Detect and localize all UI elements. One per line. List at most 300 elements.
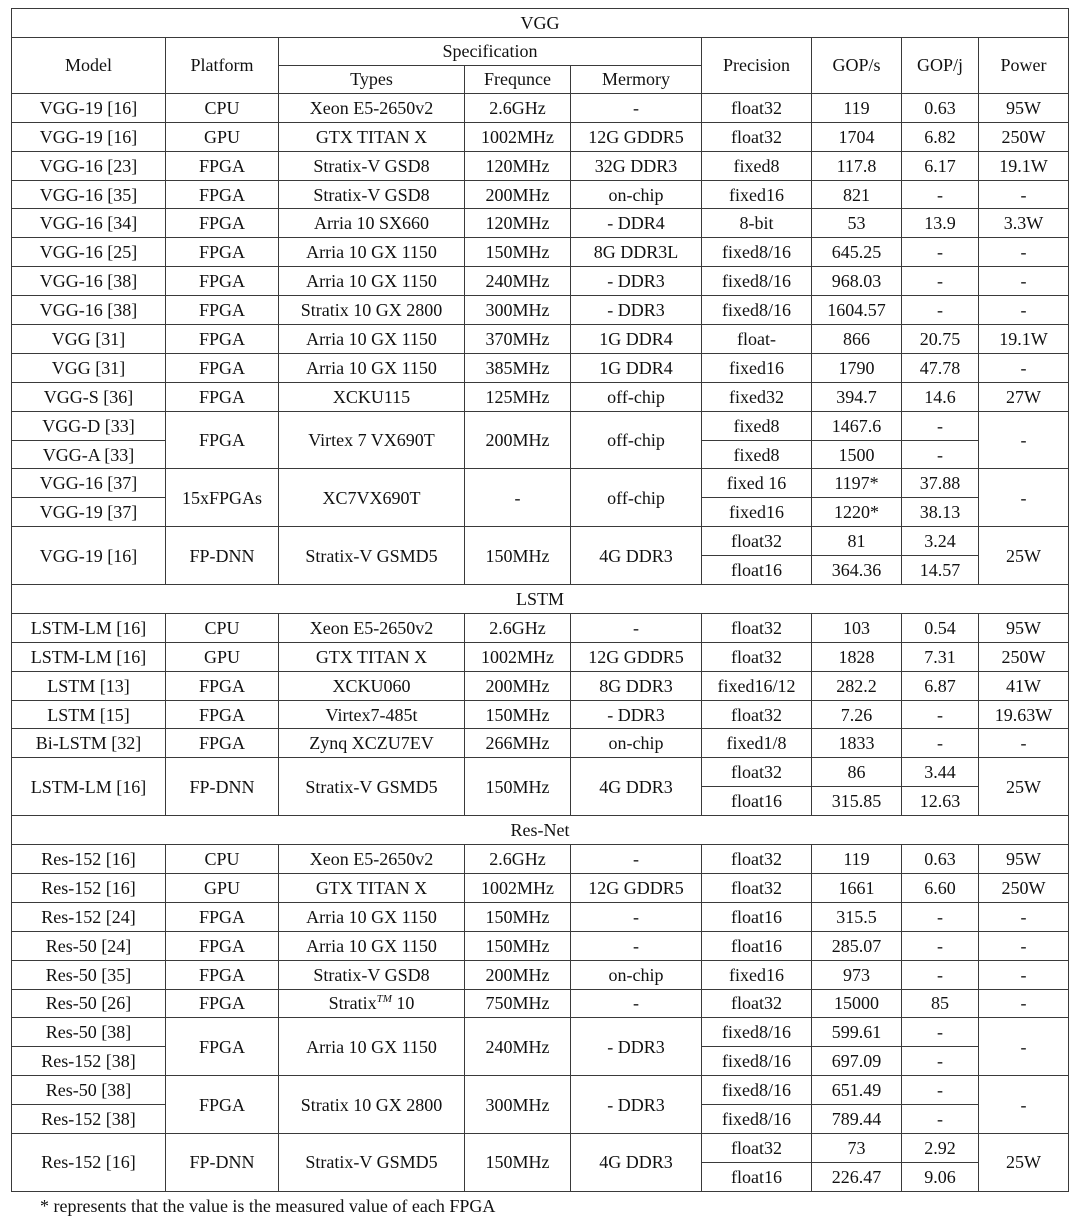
section-title: VGG [12,9,1069,38]
gopj-cell: - [902,1047,979,1076]
type-cell: XCKU115 [279,382,465,411]
precision-cell: 8-bit [702,209,812,238]
table-row [12,845,1069,874]
gopj-cell: 9.06 [902,1162,979,1191]
precision-cell: float32 [702,700,812,729]
gopj-cell: 0.63 [902,845,979,874]
frequency-cell: 200MHz [465,411,571,469]
type-cell: Arria 10 GX 1150 [279,931,465,960]
precision-cell: float32 [702,527,812,556]
gops-cell: 315.5 [812,902,902,931]
type-cell: Xeon E5-2650v2 [279,93,465,122]
model-cell: VGG-16 [38] [12,267,166,296]
gops-cell: 53 [812,209,902,238]
model-cell: LSTM-LM [16] [12,642,166,671]
table-row [12,960,1069,989]
power-cell: 25W [979,1133,1069,1191]
platform-cell: FPGA [166,411,279,469]
table-row [12,180,1069,209]
precision-cell: fixed16 [702,180,812,209]
power-cell: 3.3W [979,209,1069,238]
frequency-cell: 385MHz [465,353,571,382]
precision-cell: fixed8/16 [702,267,812,296]
power-cell: 250W [979,642,1069,671]
platform-cell: FPGA [166,209,279,238]
power-cell: - [979,989,1069,1018]
frequency-cell: 150MHz [465,238,571,267]
frequency-cell: 1002MHz [465,873,571,902]
table-row [12,382,1069,411]
frequency-cell: 150MHz [465,902,571,931]
frequency-cell: 200MHz [465,960,571,989]
gops-cell: 1467.6 [812,411,902,440]
memory-cell: - [571,989,702,1018]
precision-cell: float16 [702,556,812,585]
platform-cell: GPU [166,642,279,671]
header-frequency: Frequnce [465,65,571,93]
platform-cell: CPU [166,845,279,874]
gopj-cell: - [902,1018,979,1047]
gopj-cell: 13.9 [902,209,979,238]
platform-cell: FPGA [166,989,279,1018]
model-cell: LSTM [13] [12,671,166,700]
frequency-cell: 120MHz [465,209,571,238]
frequency-cell: - [465,469,571,527]
type-cell: GTX TITAN X [279,642,465,671]
model-cell: VGG-16 [25] [12,238,166,267]
power-cell: - [979,238,1069,267]
table-row [12,238,1069,267]
model-cell: Res-50 [38] [12,1076,166,1105]
table-row [12,902,1069,931]
type-cell: Stratix-V GSMD5 [279,1133,465,1191]
gops-cell: 1833 [812,729,902,758]
gops-cell: 1790 [812,353,902,382]
model-cell: LSTM-LM [16] [12,613,166,642]
model-cell: VGG-16 [38] [12,296,166,325]
table-row [12,873,1069,902]
gopj-cell: 12.63 [902,787,979,816]
table-row [12,325,1069,354]
frequency-cell: 240MHz [465,267,571,296]
precision-cell: fixed8/16 [702,1018,812,1047]
precision-cell: fixed8/16 [702,1105,812,1134]
platform-cell: FP-DNN [166,1133,279,1191]
gops-cell: 285.07 [812,931,902,960]
table-row [12,353,1069,382]
table-row [12,209,1069,238]
table-row [12,931,1069,960]
gops-cell: 315.85 [812,787,902,816]
memory-cell: off-chip [571,469,702,527]
power-cell: - [979,960,1069,989]
type-cell: GTX TITAN X [279,122,465,151]
platform-cell: FPGA [166,700,279,729]
table-row [12,527,1069,556]
power-cell: 95W [979,93,1069,122]
frequency-cell: 200MHz [465,180,571,209]
platform-cell: FPGA [166,180,279,209]
table-row [12,700,1069,729]
gopj-cell: - [902,700,979,729]
power-cell: 25W [979,527,1069,585]
gops-cell: 7.26 [812,700,902,729]
gopj-cell: - [902,180,979,209]
precision-cell: fixed8 [702,151,812,180]
gops-cell: 1604.57 [812,296,902,325]
model-cell: VGG [31] [12,325,166,354]
power-cell: 41W [979,671,1069,700]
memory-cell: off-chip [571,411,702,469]
platform-cell: 15xFPGAs [166,469,279,527]
precision-cell: fixed 16 [702,469,812,498]
frequency-cell: 150MHz [465,1133,571,1191]
power-cell: 19.63W [979,700,1069,729]
model-cell: Res-50 [38] [12,1018,166,1047]
model-cell: VGG-16 [37] [12,469,166,498]
type-cell: Arria 10 GX 1150 [279,353,465,382]
table-row [12,267,1069,296]
frequency-cell: 2.6GHz [465,613,571,642]
model-cell: Res-50 [26] [12,989,166,1018]
gopj-cell: 6.87 [902,671,979,700]
table-row [12,642,1069,671]
model-cell: VGG-16 [35] [12,180,166,209]
power-cell: - [979,469,1069,527]
precision-cell: float32 [702,122,812,151]
model-cell: Res-152 [38] [12,1105,166,1134]
table-row [12,1076,1069,1105]
memory-cell: - DDR4 [571,209,702,238]
memory-cell: 12G GDDR5 [571,873,702,902]
model-cell: VGG-A [33] [12,440,166,469]
power-cell: 19.1W [979,151,1069,180]
table-row [12,729,1069,758]
power-cell: - [979,353,1069,382]
model-cell: Res-152 [24] [12,902,166,931]
gops-cell: 968.03 [812,267,902,296]
table-row [12,671,1069,700]
power-cell: - [979,411,1069,469]
gops-cell: 651.49 [812,1076,902,1105]
gops-cell: 119 [812,93,902,122]
platform-cell: FP-DNN [166,527,279,585]
table-row [12,1133,1069,1162]
model-cell: VGG-S [36] [12,382,166,411]
frequency-cell: 125MHz [465,382,571,411]
platform-cell: FPGA [166,671,279,700]
precision-cell: fixed8/16 [702,238,812,267]
type-cell: Arria 10 GX 1150 [279,267,465,296]
power-cell: - [979,931,1069,960]
precision-cell: float32 [702,845,812,874]
gops-cell: 119 [812,845,902,874]
header-gopj: GOP/j [902,37,979,93]
frequency-cell: 2.6GHz [465,93,571,122]
precision-cell: fixed8/16 [702,1047,812,1076]
section-row [12,585,1069,614]
memory-cell: 1G DDR4 [571,325,702,354]
table-row [12,758,1069,787]
precision-cell: fixed8 [702,411,812,440]
gopj-cell: 3.24 [902,527,979,556]
gops-cell: 1661 [812,873,902,902]
table-row [12,411,1069,440]
type-cell: Virtex7-485t [279,700,465,729]
frequency-cell: 300MHz [465,296,571,325]
model-cell: Res-152 [16] [12,873,166,902]
frequency-cell: 200MHz [465,671,571,700]
memory-cell: 4G DDR3 [571,527,702,585]
platform-cell: FPGA [166,931,279,960]
power-cell: 25W [979,758,1069,816]
precision-cell: fixed1/8 [702,729,812,758]
gopj-cell: 14.6 [902,382,979,411]
memory-cell: - [571,93,702,122]
memory-cell: 12G GDDR5 [571,122,702,151]
memory-cell: 8G DDR3L [571,238,702,267]
precision-cell: float32 [702,613,812,642]
power-cell: - [979,1076,1069,1134]
frequency-cell: 150MHz [465,758,571,816]
gopj-cell: 14.57 [902,556,979,585]
model-cell: VGG-16 [23] [12,151,166,180]
type-cell: Stratix-V GSD8 [279,151,465,180]
type-cell: Stratix-V GSD8 [279,180,465,209]
gopj-cell: 85 [902,989,979,1018]
table-row [12,151,1069,180]
type-cell: Stratix 10 GX 2800 [279,296,465,325]
precision-cell: float32 [702,93,812,122]
type-cell: Arria 10 GX 1150 [279,325,465,354]
model-cell: Res-50 [35] [12,960,166,989]
frequency-cell: 150MHz [465,931,571,960]
memory-cell: - [571,845,702,874]
frequency-cell: 1002MHz [465,122,571,151]
gops-cell: 73 [812,1133,902,1162]
platform-cell: FPGA [166,1076,279,1134]
power-cell: - [979,180,1069,209]
type-cell: XC7VX690T [279,469,465,527]
platform-cell: FPGA [166,729,279,758]
gopj-cell: 47.78 [902,353,979,382]
platform-cell: FPGA [166,325,279,354]
type-cell: Arria 10 SX660 [279,209,465,238]
model-cell: VGG-19 [16] [12,93,166,122]
gops-cell: 1704 [812,122,902,151]
gops-cell: 866 [812,325,902,354]
memory-cell: - [571,613,702,642]
gopj-cell: 6.17 [902,151,979,180]
gops-cell: 282.2 [812,671,902,700]
precision-cell: float32 [702,989,812,1018]
power-cell: 27W [979,382,1069,411]
gops-cell: 645.25 [812,238,902,267]
header-platform: Platform [166,37,279,93]
gopj-cell: - [902,411,979,440]
power-cell: - [979,267,1069,296]
precision-cell: float16 [702,787,812,816]
memory-cell: 32G DDR3 [571,151,702,180]
platform-cell: FPGA [166,382,279,411]
model-cell: VGG-19 [16] [12,527,166,585]
table-body [12,9,1069,1192]
frequency-cell: 370MHz [465,325,571,354]
gops-cell: 15000 [812,989,902,1018]
power-cell: 95W [979,845,1069,874]
gops-cell: 394.7 [812,382,902,411]
precision-cell: float32 [702,873,812,902]
header-memory: Mermory [571,65,702,93]
type-cell: XCKU060 [279,671,465,700]
gopj-cell: - [902,729,979,758]
type-cell: Stratix-V GSMD5 [279,758,465,816]
precision-cell: fixed8/16 [702,296,812,325]
table-row [12,469,1069,498]
platform-cell: FPGA [166,296,279,325]
frequency-cell: 750MHz [465,989,571,1018]
type-cell: Arria 10 GX 1150 [279,902,465,931]
power-cell: - [979,729,1069,758]
frequency-cell: 150MHz [465,527,571,585]
frequency-cell: 266MHz [465,729,571,758]
gopj-cell: - [902,440,979,469]
table-row [12,122,1069,151]
gopj-cell: 2.92 [902,1133,979,1162]
platform-cell: FPGA [166,151,279,180]
gopj-cell: 0.54 [902,613,979,642]
type-cell: Virtex 7 VX690T [279,411,465,469]
table-row [12,989,1069,1018]
platform-cell: FPGA [166,267,279,296]
model-cell: LSTM [15] [12,700,166,729]
gopj-cell: 3.44 [902,758,979,787]
gops-cell: 599.61 [812,1018,902,1047]
memory-cell: - DDR3 [571,296,702,325]
platform-cell: GPU [166,873,279,902]
memory-cell: - DDR3 [571,700,702,729]
gops-cell: 821 [812,180,902,209]
power-cell: 250W [979,122,1069,151]
header-gops: GOP/s [812,37,902,93]
model-cell: Bi-LSTM [32] [12,729,166,758]
precision-cell: float16 [702,1162,812,1191]
section-row [12,9,1069,38]
precision-cell: float32 [702,758,812,787]
gops-cell: 697.09 [812,1047,902,1076]
table-row [12,613,1069,642]
memory-cell: on-chip [571,960,702,989]
model-cell: Res-152 [38] [12,1047,166,1076]
memory-cell: - DDR3 [571,1018,702,1076]
memory-cell: 12G GDDR5 [571,642,702,671]
gopj-cell: - [902,931,979,960]
precision-cell: fixed16/12 [702,671,812,700]
type-suffix: 10 [391,993,415,1014]
precision-cell: fixed16 [702,960,812,989]
type-cell: Xeon E5-2650v2 [279,613,465,642]
frequency-cell: 120MHz [465,151,571,180]
memory-cell: on-chip [571,180,702,209]
memory-cell: off-chip [571,382,702,411]
type-cell: Xeon E5-2650v2 [279,845,465,874]
gopj-cell: 6.60 [902,873,979,902]
gopj-cell: - [902,1076,979,1105]
trademark-superscript: TM [376,993,392,1006]
model-cell: VGG [31] [12,353,166,382]
gops-cell: 86 [812,758,902,787]
model-cell: VGG-16 [34] [12,209,166,238]
gopj-cell: - [902,296,979,325]
power-cell: 250W [979,873,1069,902]
precision-cell: fixed32 [702,382,812,411]
precision-cell: float16 [702,931,812,960]
gopj-cell: 37.88 [902,469,979,498]
platform-cell: FPGA [166,902,279,931]
type-cell: GTX TITAN X [279,873,465,902]
gops-cell: 81 [812,527,902,556]
section-title: Res-Net [12,816,1069,845]
platform-cell: FPGA [166,238,279,267]
header-precision: Precision [702,37,812,93]
precision-cell: float- [702,325,812,354]
power-cell: 95W [979,613,1069,642]
gopj-cell: - [902,960,979,989]
type-cell: Arria 10 GX 1150 [279,1018,465,1076]
gopj-cell: 20.75 [902,325,979,354]
comparison-table [11,8,1069,1192]
platform-cell: FPGA [166,1018,279,1076]
model-cell: Res-50 [24] [12,931,166,960]
memory-cell: - [571,931,702,960]
memory-cell: 8G DDR3 [571,671,702,700]
frequency-cell: 150MHz [465,700,571,729]
frequency-cell: 2.6GHz [465,845,571,874]
header-row [12,37,1069,65]
precision-cell: float16 [702,902,812,931]
gopj-cell: - [902,267,979,296]
header-specification: Specification [279,37,702,65]
platform-cell: CPU [166,93,279,122]
power-cell: - [979,296,1069,325]
model-cell: Res-152 [16] [12,845,166,874]
footnote: * represents that the value is the measured value of each FPGA [40,1196,496,1216]
section-title: LSTM [12,585,1069,614]
gops-cell: 103 [812,613,902,642]
gopj-cell: 0.63 [902,93,979,122]
section-row [12,816,1069,845]
table-row [12,1018,1069,1047]
type-cell: Zynq XCZU7EV [279,729,465,758]
type-text: Stratix [328,993,377,1014]
type-cell: Stratix-V GSMD5 [279,527,465,585]
platform-cell: FPGA [166,353,279,382]
gops-cell: 789.44 [812,1105,902,1134]
frequency-cell: 240MHz [465,1018,571,1076]
header-types: Types [279,65,465,93]
gopj-cell: 6.82 [902,122,979,151]
model-cell: VGG-D [33] [12,411,166,440]
gops-cell: 1197* [812,469,902,498]
model-cell: VGG-19 [37] [12,498,166,527]
header-model: Model [12,37,166,93]
table-row [12,296,1069,325]
gops-cell: 117.8 [812,151,902,180]
gopj-cell: 38.13 [902,498,979,527]
platform-cell: CPU [166,613,279,642]
power-cell: - [979,1018,1069,1076]
power-cell: 19.1W [979,325,1069,354]
